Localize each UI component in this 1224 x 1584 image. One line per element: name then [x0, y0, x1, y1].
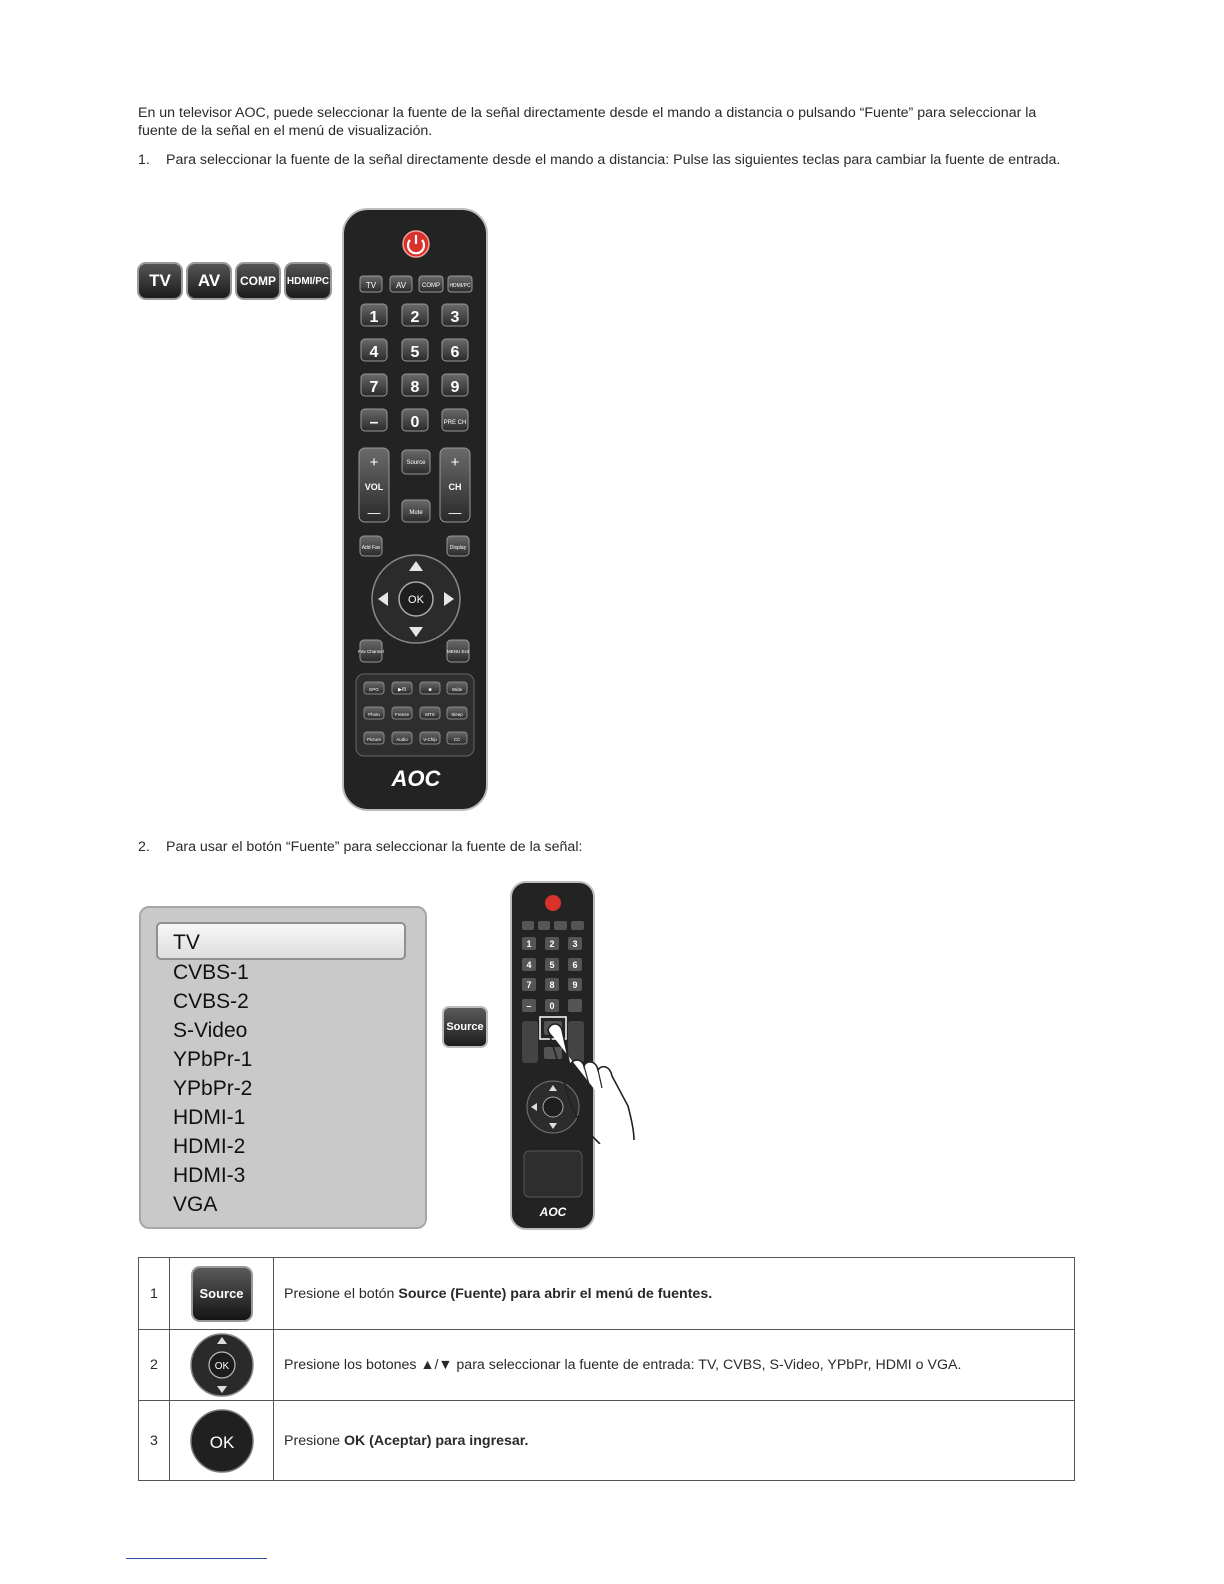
av-key: AV: [186, 262, 232, 300]
digit-3: 3: [450, 309, 460, 326]
svg-text:Photo: Photo: [368, 712, 380, 717]
step-1-text: Para seleccionar la fuente de la señal directamente desde el mando a distancia: Pulse las siguientes teclas para cambiar la fuente de entrada.: [166, 152, 1061, 168]
menu-label: MENU Exit: [446, 649, 470, 654]
menu-item-svideo[interactable]: S-Video: [173, 1019, 248, 1042]
digit-2: 2: [410, 309, 420, 326]
source-button-icon: Source: [191, 1266, 253, 1322]
remote-large-drawing: [344, 210, 486, 809]
svg-text:Wide: Wide: [451, 687, 463, 692]
rk-av: AV: [395, 281, 407, 290]
dash-key: –: [369, 414, 379, 431]
svg-text:+: +: [369, 454, 379, 471]
remote-top-keys: [360, 276, 472, 292]
source-key-strip: [137, 262, 332, 300]
svg-text:7: 7: [526, 980, 532, 990]
svg-text:CC: CC: [453, 737, 461, 742]
ok-label: OK: [408, 594, 424, 606]
table-row: [139, 1258, 1075, 1330]
svg-text:Sleep: Sleep: [451, 712, 463, 717]
steps-table: [138, 1257, 1075, 1481]
display-label: Display: [449, 545, 467, 551]
digit-4: 4: [369, 344, 379, 361]
aoc-logo-small: AOC: [539, 1205, 567, 1219]
power-icon-small: [545, 895, 561, 911]
svg-text:Audio: Audio: [396, 737, 408, 742]
svg-text:3: 3: [572, 939, 578, 949]
source-key-label: Source: [406, 460, 426, 466]
svg-text:8: 8: [549, 980, 555, 990]
intro-paragraph: En un televisor AOC, puede seleccionar la fuente de la señal directamente desde el mando a distancia o pulsando “Fuente” para seleccionar la fuente de la señal en el menú de visualización.: [138, 105, 1037, 139]
row-number: 2: [139, 1330, 170, 1401]
row-text: Presione el botón Source (Fuente) para abrir el menú de fuentes.: [274, 1258, 1075, 1330]
table-row: [139, 1401, 1075, 1481]
digit-1: 1: [369, 309, 379, 326]
rk-hdmi: HDMI/PC: [449, 283, 471, 289]
svg-text:9: 9: [572, 980, 578, 990]
menu-item-cvbs2[interactable]: CVBS-2: [173, 990, 249, 1013]
menu-item-ypbpr1[interactable]: YPbPr-1: [173, 1048, 253, 1071]
menu-item-tv[interactable]: TV: [173, 931, 200, 954]
aoc-logo: AOC: [391, 766, 441, 791]
footer-link-line: [126, 1558, 267, 1559]
comp-key: COMP: [235, 262, 281, 300]
svg-text:5: 5: [549, 960, 555, 970]
digit-8: 8: [410, 379, 420, 396]
svg-text:MTS: MTS: [425, 712, 435, 717]
rk-comp: COMP: [422, 283, 440, 289]
svg-text:—: —: [367, 505, 381, 520]
svg-text:OK: OK: [214, 1361, 229, 1372]
row-number: 3: [139, 1401, 170, 1481]
dpad-icon: [189, 1332, 255, 1398]
mute-key-label: Mute: [409, 510, 423, 516]
menu-item-hdmi2[interactable]: HDMI-2: [173, 1135, 246, 1158]
digit-9: 9: [450, 379, 460, 396]
step-2: [138, 838, 838, 858]
svg-text:■: ■: [428, 687, 432, 693]
step-2-number: 2.: [138, 839, 150, 855]
svg-text:OK: OK: [209, 1432, 234, 1452]
svg-text:6: 6: [572, 960, 578, 970]
row-text: Presione los botones ▲/▼ para seleccionar la fuente de entrada: TV, CVBS, S-Video, YPbPr, HDMI o VGA.: [274, 1330, 1075, 1401]
svg-text:Freeze: Freeze: [394, 712, 410, 717]
svg-text:0: 0: [549, 1001, 555, 1011]
svg-text:V-Chip: V-Chip: [423, 737, 437, 742]
menu-item-vga[interactable]: VGA: [173, 1193, 218, 1216]
ch-label: CH: [448, 482, 462, 492]
hdmi-pc-key: HDMI/PC: [284, 262, 332, 300]
remote-control-large: [342, 208, 488, 811]
digit-7: 7: [369, 379, 379, 396]
row-number: 1: [139, 1258, 170, 1330]
svg-text:—: —: [448, 505, 462, 520]
svg-text:EPG: EPG: [369, 687, 379, 692]
svg-text:1: 1: [526, 939, 532, 949]
prech-key: PRE CH: [443, 420, 467, 426]
hand-pointer-icon: [540, 1018, 640, 1144]
svg-text:4: 4: [526, 960, 532, 970]
vol-label: VOL: [364, 482, 384, 492]
menu-item-hdmi3[interactable]: HDMI-3: [173, 1164, 246, 1187]
source-button: Source: [442, 1006, 488, 1048]
addfav-label: Add Fav: [361, 545, 381, 551]
digit-keypad: [361, 304, 468, 431]
rk-tv: TV: [365, 281, 377, 290]
ok-button-icon: [189, 1408, 255, 1474]
step-2-text: Para usar el botón “Fuente” para seleccionar la fuente de la señal:: [166, 839, 583, 855]
source-menu: [139, 906, 427, 1229]
menu-item-hdmi1[interactable]: HDMI-1: [173, 1106, 246, 1129]
fav-label: Fav Channel: [358, 649, 384, 654]
digit-6: 6: [450, 344, 460, 361]
digit-5: 5: [410, 344, 420, 361]
svg-text:+: +: [450, 454, 460, 471]
table-row: [139, 1330, 1075, 1401]
step-1-number: 1.: [138, 152, 150, 168]
svg-text:▶/II: ▶/II: [397, 687, 407, 693]
step-1: [138, 151, 1078, 191]
menu-item-ypbpr2[interactable]: YPbPr-2: [173, 1077, 253, 1100]
svg-text:–: –: [526, 1001, 532, 1011]
tv-key: TV: [137, 262, 183, 300]
digit-0: 0: [410, 414, 420, 431]
row-text: Presione OK (Aceptar) para ingresar.: [274, 1401, 1075, 1481]
svg-text:2: 2: [549, 939, 555, 949]
svg-text:Picture: Picture: [366, 737, 382, 742]
menu-item-cvbs1[interactable]: CVBS-1: [173, 961, 249, 984]
